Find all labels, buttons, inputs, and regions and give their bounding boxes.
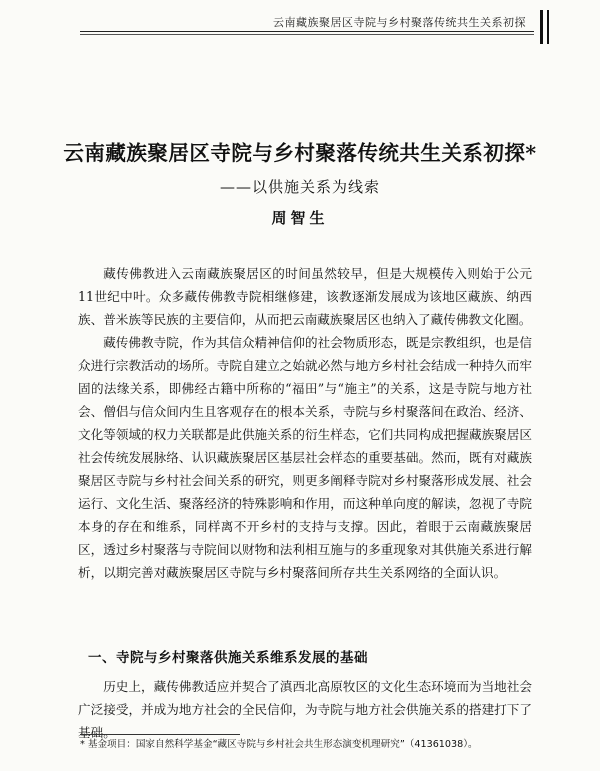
footnote: * 基金项目：国家自然科学基金“藏区寺院与乡村社会共生形态演变机理研究”（41361038）。 — [80, 739, 478, 750]
header-bar-mark — [540, 10, 543, 44]
article-subtitle: ——以供施关系为线索 — [219, 178, 380, 196]
body-paragraph: 藏传佛教寺院，作为其信众精神信仰的社会物质形态，既是宗教组织，也是信众进行宗教活动的场所。寺院自建立之始就必然与地方乡村社会结成一种持久而牢固的法缘关系，即佛经古籍中所称的“福田”与“施主”的关系，这是寺院与地方社会、僧侣与信众间内生且客观存在的根本关系，寺院与乡村聚落间在政治、经济、文化等领域的权力关联都是此供施关系的衍生样态，它们共同构成把握藏族聚居区社会传统发展脉络、认识藏族聚居区基层社会样态的重要基础。然而，既有对藏族聚居区寺院与乡村社会间关系的研究，则更多阐释寺院对乡村聚落形成发展、社会运行、文化生活、聚落经济的特殊影响和作用，而这种单向度的解读，忽视了寺院本身的存在和维系，同样离不开乡村的支持与支撑。因此，着眼于云南藏族聚居区，透过乡村聚落与寺院间以财物和法利相互施与的多重现象对其供施关系进行解析，以期完善对藏族聚居区寺院与乡村聚落间所存共生关系网络的全面认识。 — [78, 335, 532, 580]
article-title: 云南藏族聚居区寺院与乡村聚落传统共生关系初探* — [63, 141, 537, 165]
header-rule — [80, 31, 534, 32]
section-heading: 一、寺院与乡村聚落供施关系维系发展的基础 — [88, 650, 368, 666]
running-title: 云南藏族聚居区寺院与乡村聚落传统共生关系初探 — [273, 16, 526, 29]
footnote-rule — [80, 734, 240, 735]
running-header — [0, 0, 600, 46]
section-paragraph: 历史上，藏传佛教适应并契合了滇西北高原牧区的文化生态环境而为当地社会广泛接受，并成为地方社会的全民信仰，为寺院与地方社会供施关系的搭建打下了基础。 — [78, 679, 532, 740]
article-author: 周智生 — [271, 209, 329, 227]
header-rule-thin — [80, 34, 534, 35]
article-body — [78, 262, 532, 584]
body-paragraph: 藏传佛教进入云南藏族聚居区的时间虽然较早，但是大规模传入则始于公元11世纪中叶。众多藏传佛教寺院相继修建，该教逐渐发展成为该地区藏族、纳西族、普米族等民族的主要信仰，从而把云南藏族聚居区也纳入了藏传佛教文化圈。 — [78, 266, 532, 327]
header-bar-mark-thin — [547, 10, 549, 44]
